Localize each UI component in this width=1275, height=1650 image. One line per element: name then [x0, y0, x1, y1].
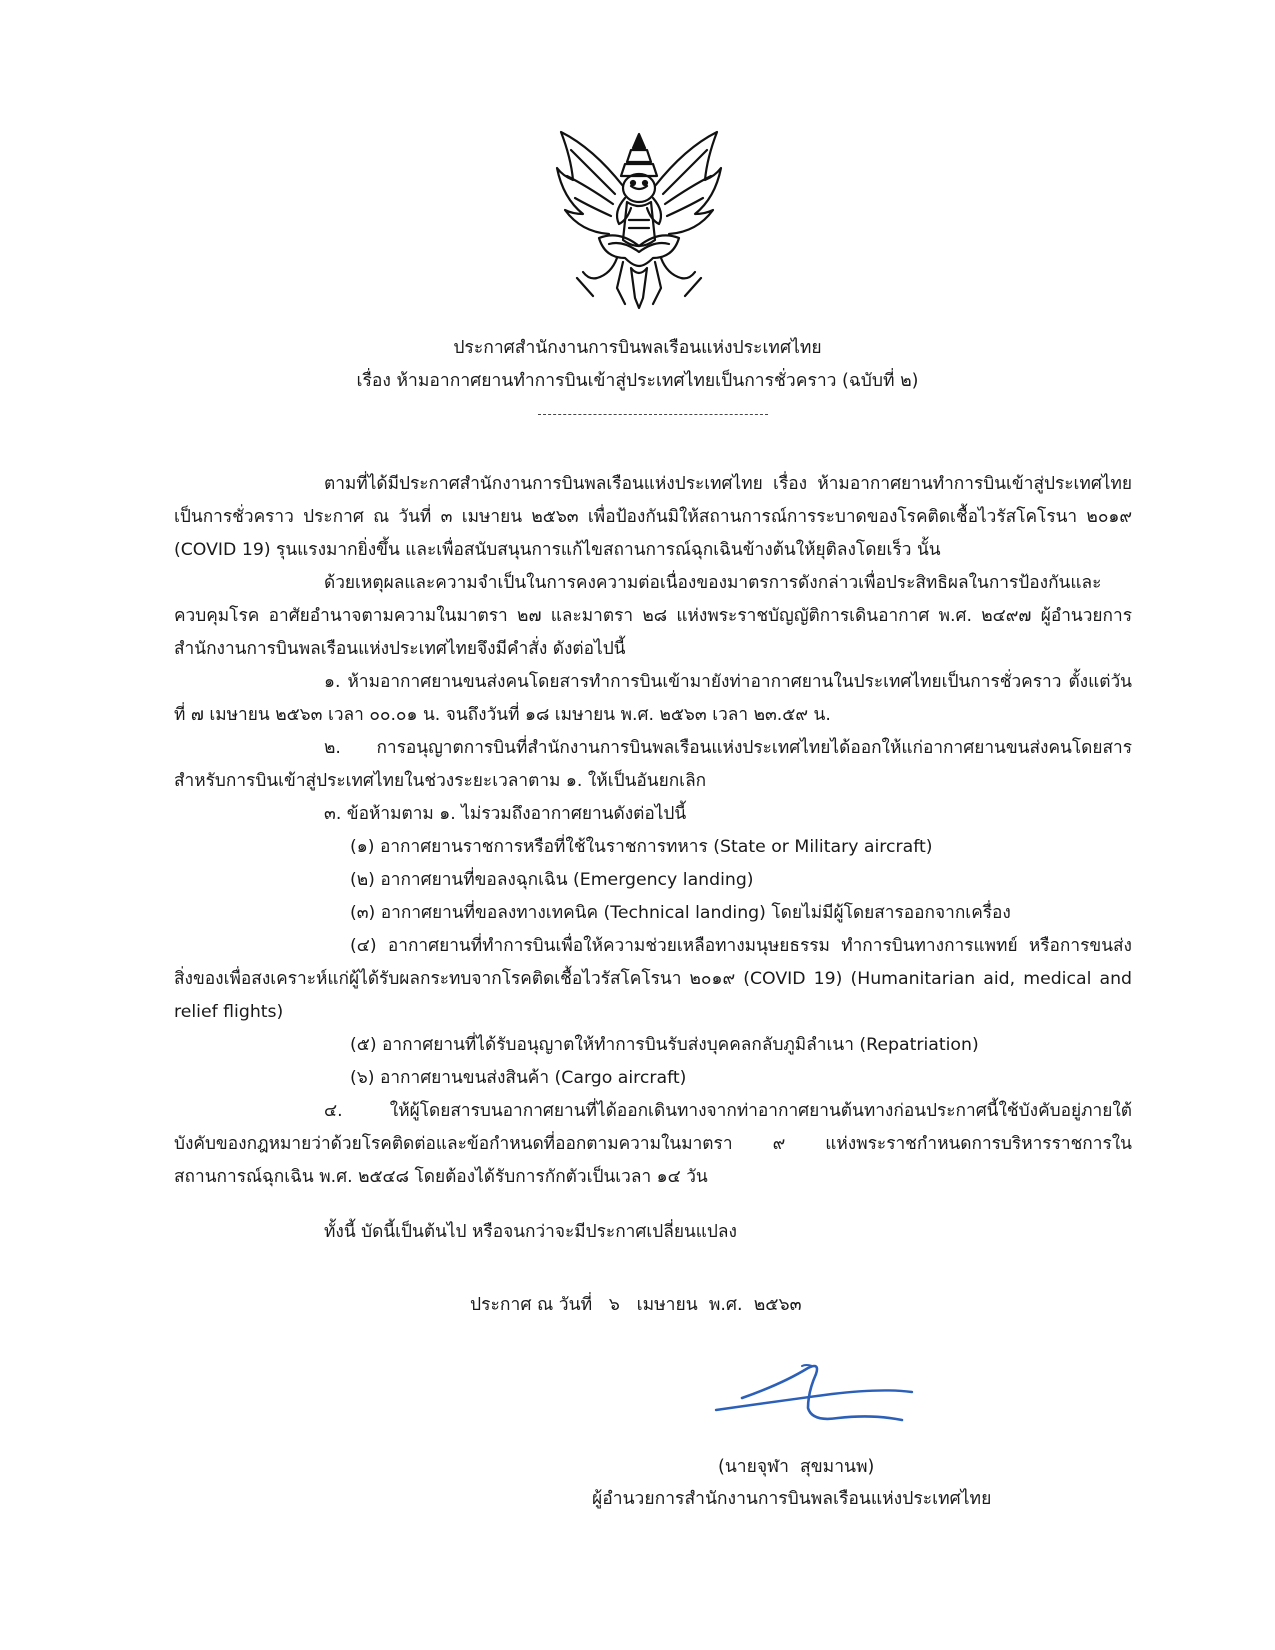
exemption-1: (๑) อากาศยานราชการหรือที่ใช้ในราชการทหาร (State or Military aircraft) — [350, 837, 933, 857]
header-divider — [538, 414, 768, 415]
signatory-title: ผู้อำนวยการสำนักงานการบินพลเรือนแห่งประเทศไทย — [592, 1489, 992, 1509]
paragraph-authority: ด้วยเหตุผลและความจำเป็นในการคงความต่อเนื่องของมาตรการดังกล่าวเพื่อประสิทธิผลในการป้องกันและควบคุมโรค อาศัยอำนาจตามความในมาตรา ๒๗ และมาตรา ๒๘ แห่งพระราชบัญญัติการเดินอากาศ พ.ศ. ๒๔๙๗ ผู้อำนวยการสำนักงานการบินพลเรือนแห่งประเทศไทยจึงมีคำสั่ง ดังต่อไปนี้ — [174, 573, 1132, 659]
exemption-2: (๒) อากาศยานที่ขอลงฉุกเฉิน (Emergency landing) — [350, 870, 754, 890]
clause-4: ๔. ให้ผู้โดยสารบนอากาศยานที่ได้ออกเดินทางจากท่าอากาศยานต้นทางก่อนประกาศนี้ใช้บังคับอยู่ภายใต้บังคับของกฎหมายว่าด้วยโรคติดต่อและข้อกำหนดที่ออกตามความในมาตรา ๙ แห่งพระราชกำหนดการบริหารราชการในสถานการณ์ฉุกเฉิน พ.ศ. ๒๕๔๘ โดยต้องได้รับการกักตัวเป็นเวลา ๑๔ วัน — [174, 1101, 1132, 1187]
exemption-4: (๔) อากาศยานที่ทำการบินเพื่อให้ความช่วยเหลือทางมนุษยธรรม ทำการบินทางการแพทย์ หรือการขนส่งสิ่งของเพื่อสงเคราะห์แก่ผู้ได้รับผลกระทบจากโรคติดเชื้อไวรัสโคโรนา ๒๐๑๙ (COVID 19) (Humanitarian aid, medical and relief flights) — [174, 936, 1132, 1022]
signatory-name: (นายจุฬา สุขมานพ) — [718, 1457, 875, 1477]
exemption-5: (๕) อากาศยานที่ได้รับอนุญาตให้ทำการบินรับส่งบุคคลกลับภูมิลำเนา (Repatriation) — [350, 1035, 979, 1055]
exemption-6: (๖) อากาศยานขนส่งสินค้า (Cargo aircraft) — [350, 1068, 687, 1088]
announcement-title: ประกาศสำนักงานการบินพลเรือนแห่งประเทศไทย — [453, 338, 822, 358]
closing-statement: ทั้งนี้ บัดนี้เป็นต้นไป หรือจนกว่าจะมีประกาศเปลี่ยนแปลง — [324, 1222, 737, 1242]
clause-1: ๑. ห้ามอากาศยานขนส่งคนโดยสารทำการบินเข้ามายังท่าอากาศยานในประเทศไทยเป็นการชั่วคราว ตั้งแต่วันที่ ๗ เมษายน ๒๕๖๓ เวลา ๐๐.๐๑ น. จนถึงวันที่ ๑๘ เมษายน พ.ศ. ๒๕๖๓ เวลา ๒๓.๕๙ น. — [174, 672, 1132, 725]
handwritten-signature — [712, 1358, 922, 1428]
clause-2: ๒. การอนุญาตการบินที่สำนักงานการบินพลเรือนแห่งประเทศไทยได้ออกให้แก่อากาศยานขนส่งคนโดยสารสำหรับการบินเข้าสู่ประเทศไทยในช่วงระยะเวลาตาม ๑. ให้เป็นอันยกเลิก — [174, 738, 1132, 791]
paragraph-preamble: ตามที่ได้มีประกาศสำนักงานการบินพลเรือนแห่งประเทศไทย เรื่อง ห้ามอากาศยานทำการบินเข้าสู่ประเทศไทยเป็นการชั่วคราว ประกาศ ณ วันที่ ๓ เมษายน ๒๕๖๓ เพื่อป้องกันมิให้สถานการณ์การระบาดของโรคติดเชื้อไวรัสโคโรนา ๒๐๑๙ (COVID 19) รุนแรงมากยิ่งขึ้น และเพื่อสนับสนุนการแก้ไขสถานการณ์ฉุกเฉินข้างต้นให้ยุติลงโดยเร็ว นั้น — [174, 474, 1132, 560]
garuda-emblem-icon — [553, 128, 725, 312]
announcement-body — [174, 468, 1132, 1249]
clause-3: ๓. ข้อห้ามตาม ๑. ไม่รวมถึงอากาศยานดังต่อไปนี้ — [324, 804, 687, 824]
issue-date: ประกาศ ณ วันที่ ๖ เมษายน พ.ศ. ๒๕๖๓ — [470, 1295, 802, 1315]
exemption-3: (๓) อากาศยานที่ขอลงทางเทคนิค (Technical landing) โดยไม่มีผู้โดยสารออกจากเครื่อง — [350, 903, 1011, 923]
announcement-subject: เรื่อง ห้ามอากาศยานทำการบินเข้าสู่ประเทศไทยเป็นการชั่วคราว (ฉบับที่ ๒) — [356, 371, 919, 391]
